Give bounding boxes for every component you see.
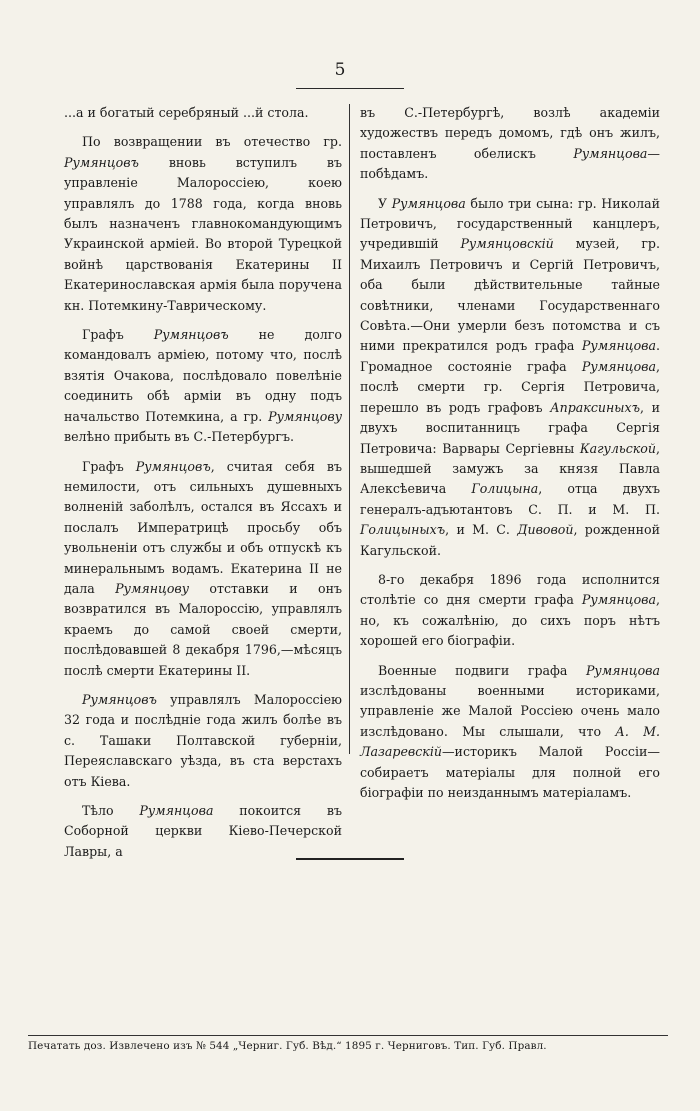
name-italic: Румянцова xyxy=(585,662,660,678)
name-italic: Румянцова xyxy=(391,195,466,211)
name-italic: Голицына xyxy=(471,481,539,497)
name-italic: Румянцову xyxy=(115,580,190,596)
column-divider xyxy=(349,104,350,754)
imprint-footer: Печатать доз. Извлечено изъ № 544 „Черниг. Губ. Вѣд.“ 1895 г. Черниговъ. Тип. Губ. Правл. xyxy=(28,1040,547,1052)
paragraph: въ С.-Петербургѣ, возлѣ академіи художествъ передъ домомъ, гдѣ онъ жилъ, поставленъ обелискъ Румянцова—побѣдамъ. xyxy=(360,105,660,182)
name-italic: Румянцову xyxy=(268,408,342,424)
end-rule xyxy=(296,858,404,860)
name-italic: Румянцовъ xyxy=(135,458,211,474)
paragraph: Тѣло Румянцова покоится въ Соборной церкви Кіево-Печерской Лавры, а xyxy=(64,803,342,859)
paragraph: Графъ Румянцовъ, считая себя въ немилости, отъ сильныхъ душевныхъ волненій заболѣлъ, остался въ Яссахъ и послалъ Императрицѣ просьбу объ увольненіи отъ службы и объ отпускѣ къ минеральнымъ водамъ. Екатерина II не дала Румянцову отставки и онъ возвратился въ Малороссію, управлялъ краемъ до самой своей смерти, послѣдовавшей 8 декабря 1796,—мѣсяцъ послѣ смерти Екатерины II. xyxy=(64,458,343,678)
name-italic: А. М. Лазаревскій xyxy=(360,723,660,760)
name-italic: Румянцовскій xyxy=(460,236,554,252)
paragraph: Румянцовъ управлялъ Малороссіею 32 года и послѣдніе года жилъ болѣе въ с. Ташаки Полтавской губерніи, Переяславскаго уѣзда, въ ста верстахъ отъ Кіева. xyxy=(64,691,342,789)
paragraph: 8-го декабря 1896 года исполнится столѣтіе со дня смерти графа Румянцова, но, къ сожалѣнію, до сихъ поръ нѣтъ хорошей его біографіи. xyxy=(360,571,660,649)
name-italic: Румянцова xyxy=(581,592,656,608)
name-italic: Апраксиныхъ xyxy=(550,399,641,415)
name-italic: Кагульской xyxy=(579,440,656,456)
name-italic: Румянцова xyxy=(581,358,656,374)
name-italic: Румянцова xyxy=(581,338,656,354)
paragraph: По возвращении въ отечество гр. Румянцовъ вновь вступилъ въ управленіе Малороссіею, коею управлялъ до 1788 года, когда вновь былъ назначенъ главнокомандующимъ Украинской арміей. Во второй Турецкой войнѣ царствованія Екатерины II Екатеринославская армія была поручена кн. Потемкину-Таврическому. xyxy=(64,134,342,313)
header-rule xyxy=(296,88,404,89)
paragraph: Графъ Румянцовъ не долго командовалъ арміею, потому что, послѣ взятія Очакова, послѣдовало повелѣніе соединить обѣ арміи въ одну подъ начальство Потемкина, а гр. Румянцову велѣно прибыть въ С.-Петербургъ. xyxy=(64,327,342,445)
footer-rule xyxy=(28,1035,668,1036)
name-italic: Румянцова xyxy=(139,803,214,818)
paragraph: У Румянцова было три сына: гр. Николай Петровичъ, государственный канцлеръ, учредившій Румянцовскій музей, гр. Михаилъ Петровичъ и Сергій Петровичъ, оба были дѣйствительные тайные совѣтники, членами Государственнаго Совѣта.—Они умерли безъ потомства и съ ними прекратился родъ графа Румянцова. Громадное состояніе графа Румянцова, послѣ смерти гр. Сергія Петровича, перешло въ родъ графовъ Апраксиныхъ, и двухъ воспитанницъ графа Сергія Петровича: Варвары Сергіевны Кагульской, вышедшей замужъ за князя Павла Алексѣевича Голицына, отца двухъ генералъ-адъютантовъ С. П. и М. П. Голицыныхъ, и М. С. Дивовой, рожденной Кагульской. xyxy=(360,195,660,558)
paragraph xyxy=(64,103,342,123)
name-italic: Румянцовъ xyxy=(64,154,139,170)
name-italic: Голицыныхъ xyxy=(360,522,446,538)
name-italic: Румянцовъ xyxy=(82,691,157,707)
right-column xyxy=(360,103,660,812)
name-italic: Дивовой xyxy=(517,522,574,538)
left-column xyxy=(64,103,342,871)
paragraph: Военные подвиги графа Румянцова изслѣдованы военными историками, управленіе же Малой Россіею очень мало изслѣдовано. Мы слышали, что А. М. Лазаревскій—историкъ Малой Россіи—собираетъ матеріалы для полной его біографіи по неизданнымъ матеріаламъ. xyxy=(360,662,660,800)
page-number: 5 xyxy=(334,60,346,80)
name-italic: Румянцова xyxy=(573,145,648,161)
paragraph-text: ...а и богатый серебряный ...й стола. xyxy=(64,105,309,120)
name-italic: Румянцовъ xyxy=(153,327,229,343)
